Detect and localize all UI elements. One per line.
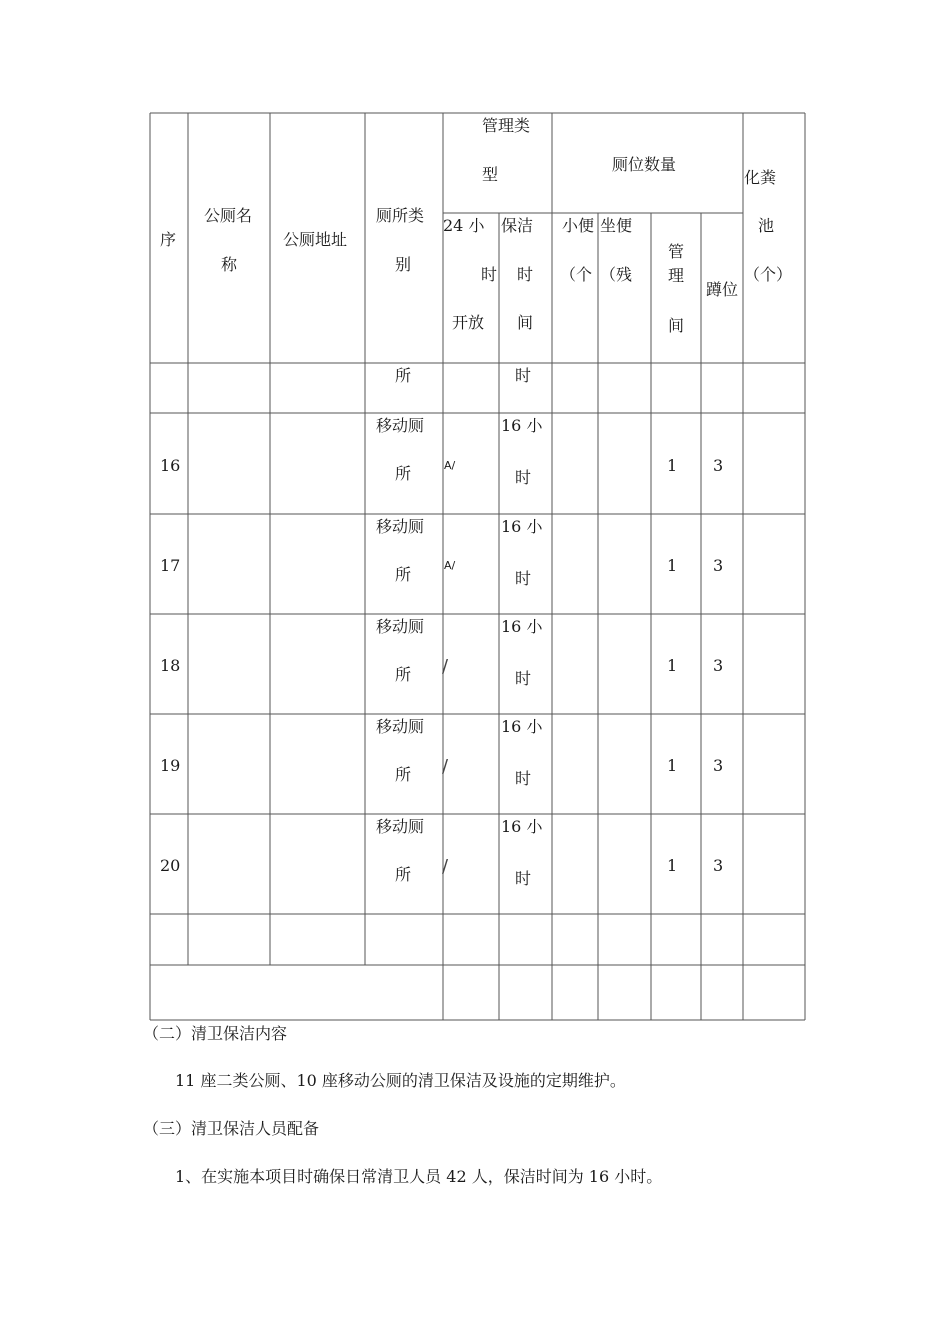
row-20-clean-time-line2: 时 — [515, 869, 532, 888]
header-type-line1: 厕所类 — [376, 206, 425, 225]
row-17-seq: 17 — [160, 556, 181, 575]
row-17-open24-mark: A/ — [444, 559, 456, 572]
row-19-mgmt-room: 1 — [667, 756, 678, 775]
row-19-open24-mark: / — [442, 756, 449, 777]
carry-row-type: 所 — [395, 366, 412, 385]
row-16-type-line2: 所 — [395, 464, 412, 483]
header-squat: 蹲位 — [706, 280, 739, 299]
header-urinal-line2: （个 — [560, 265, 593, 284]
header-open24-line2: 时 — [481, 265, 498, 284]
header-name-line1: 公厕名 — [204, 206, 253, 225]
header-mgmt-type-line2: 型 — [482, 165, 499, 184]
row-19-type-line2: 所 — [395, 765, 412, 784]
header-name-line2: 称 — [221, 255, 238, 274]
row-19-clean-time-line1: 16 小 — [501, 717, 543, 736]
header-urinal-line1: 小便 — [562, 216, 595, 235]
row-18-type-line2: 所 — [395, 665, 412, 684]
row-18-seq: 18 — [160, 656, 181, 675]
header-clean-time-line2: 时 — [517, 265, 534, 284]
row-20-type-line2: 所 — [395, 865, 412, 884]
row-16-type-line1: 移动厕 — [376, 416, 425, 435]
section3-title: （三）清卫保洁人员配备 — [143, 1119, 320, 1138]
row-18-type-line1: 移动厕 — [376, 617, 425, 636]
row-20-squat: 3 — [713, 856, 724, 875]
row-19-type-line1: 移动厕 — [376, 717, 425, 736]
row-20-clean-time-line1: 16 小 — [501, 817, 543, 836]
header-mgmt-room-line2: 理 — [668, 266, 685, 285]
row-18-mgmt-room: 1 — [667, 656, 678, 675]
header-mgmt-room-line3: 间 — [668, 316, 685, 335]
row-19-seq: 19 — [160, 756, 181, 775]
section3-text: 1、在实施本项目时确保日常清卫人员 42 人，保洁时间为 16 小时。 — [175, 1167, 663, 1186]
header-clean-time-line3: 间 — [517, 313, 534, 332]
row-17-squat: 3 — [713, 556, 724, 575]
row-19-clean-time-line2: 时 — [515, 769, 532, 788]
header-septic-line3: （个） — [744, 265, 793, 284]
row-17-type-line2: 所 — [395, 565, 412, 584]
row-20-seq: 20 — [160, 856, 181, 875]
header-seq: 序 — [160, 230, 177, 249]
section2-title: （二）清卫保洁内容 — [143, 1024, 288, 1043]
row-16-squat: 3 — [713, 456, 724, 475]
header-open24-line1: 24 小 — [443, 216, 485, 235]
row-17-type-line1: 移动厕 — [376, 517, 425, 536]
header-stall-count: 厕位数量 — [612, 155, 677, 174]
header-clean-time-line1: 保洁 — [501, 216, 534, 235]
header-address: 公厕地址 — [283, 230, 348, 249]
header-seat-line1: 坐便 — [600, 216, 633, 235]
row-16-seq: 16 — [160, 456, 181, 475]
row-18-clean-time-line2: 时 — [515, 669, 532, 688]
header-mgmt-type-line1: 管理类 — [482, 116, 531, 135]
row-17-clean-time-line1: 16 小 — [501, 517, 543, 536]
header-open24-line3: 开放 — [452, 313, 485, 332]
row-18-squat: 3 — [713, 656, 724, 675]
header-mgmt-room-line1: 管 — [668, 242, 685, 261]
row-19-squat: 3 — [713, 756, 724, 775]
row-18-clean-time-line1: 16 小 — [501, 617, 543, 636]
row-20-type-line1: 移动厕 — [376, 817, 425, 836]
row-17-clean-time-line2: 时 — [515, 569, 532, 588]
carry-row-clean-time: 时 — [515, 366, 532, 385]
row-16-mgmt-room: 1 — [667, 456, 678, 475]
row-20-open24-mark: / — [442, 856, 449, 877]
row-17-mgmt-room: 1 — [667, 556, 678, 575]
row-16-open24-mark: A/ — [444, 459, 456, 472]
section2-text: 11 座二类公厕、10 座移动公厕的清卫保洁及设施的定期维护。 — [175, 1071, 626, 1090]
row-16-clean-time-line1: 16 小 — [501, 416, 543, 435]
header-septic-line2: 池 — [758, 216, 775, 235]
header-septic-line1: 化粪 — [744, 168, 777, 187]
header-seat-line2: （残 — [600, 265, 633, 284]
row-16-clean-time-line2: 时 — [515, 468, 532, 487]
header-type-line2: 别 — [395, 255, 412, 274]
row-18-open24-mark: / — [442, 656, 449, 677]
row-20-mgmt-room: 1 — [667, 856, 678, 875]
